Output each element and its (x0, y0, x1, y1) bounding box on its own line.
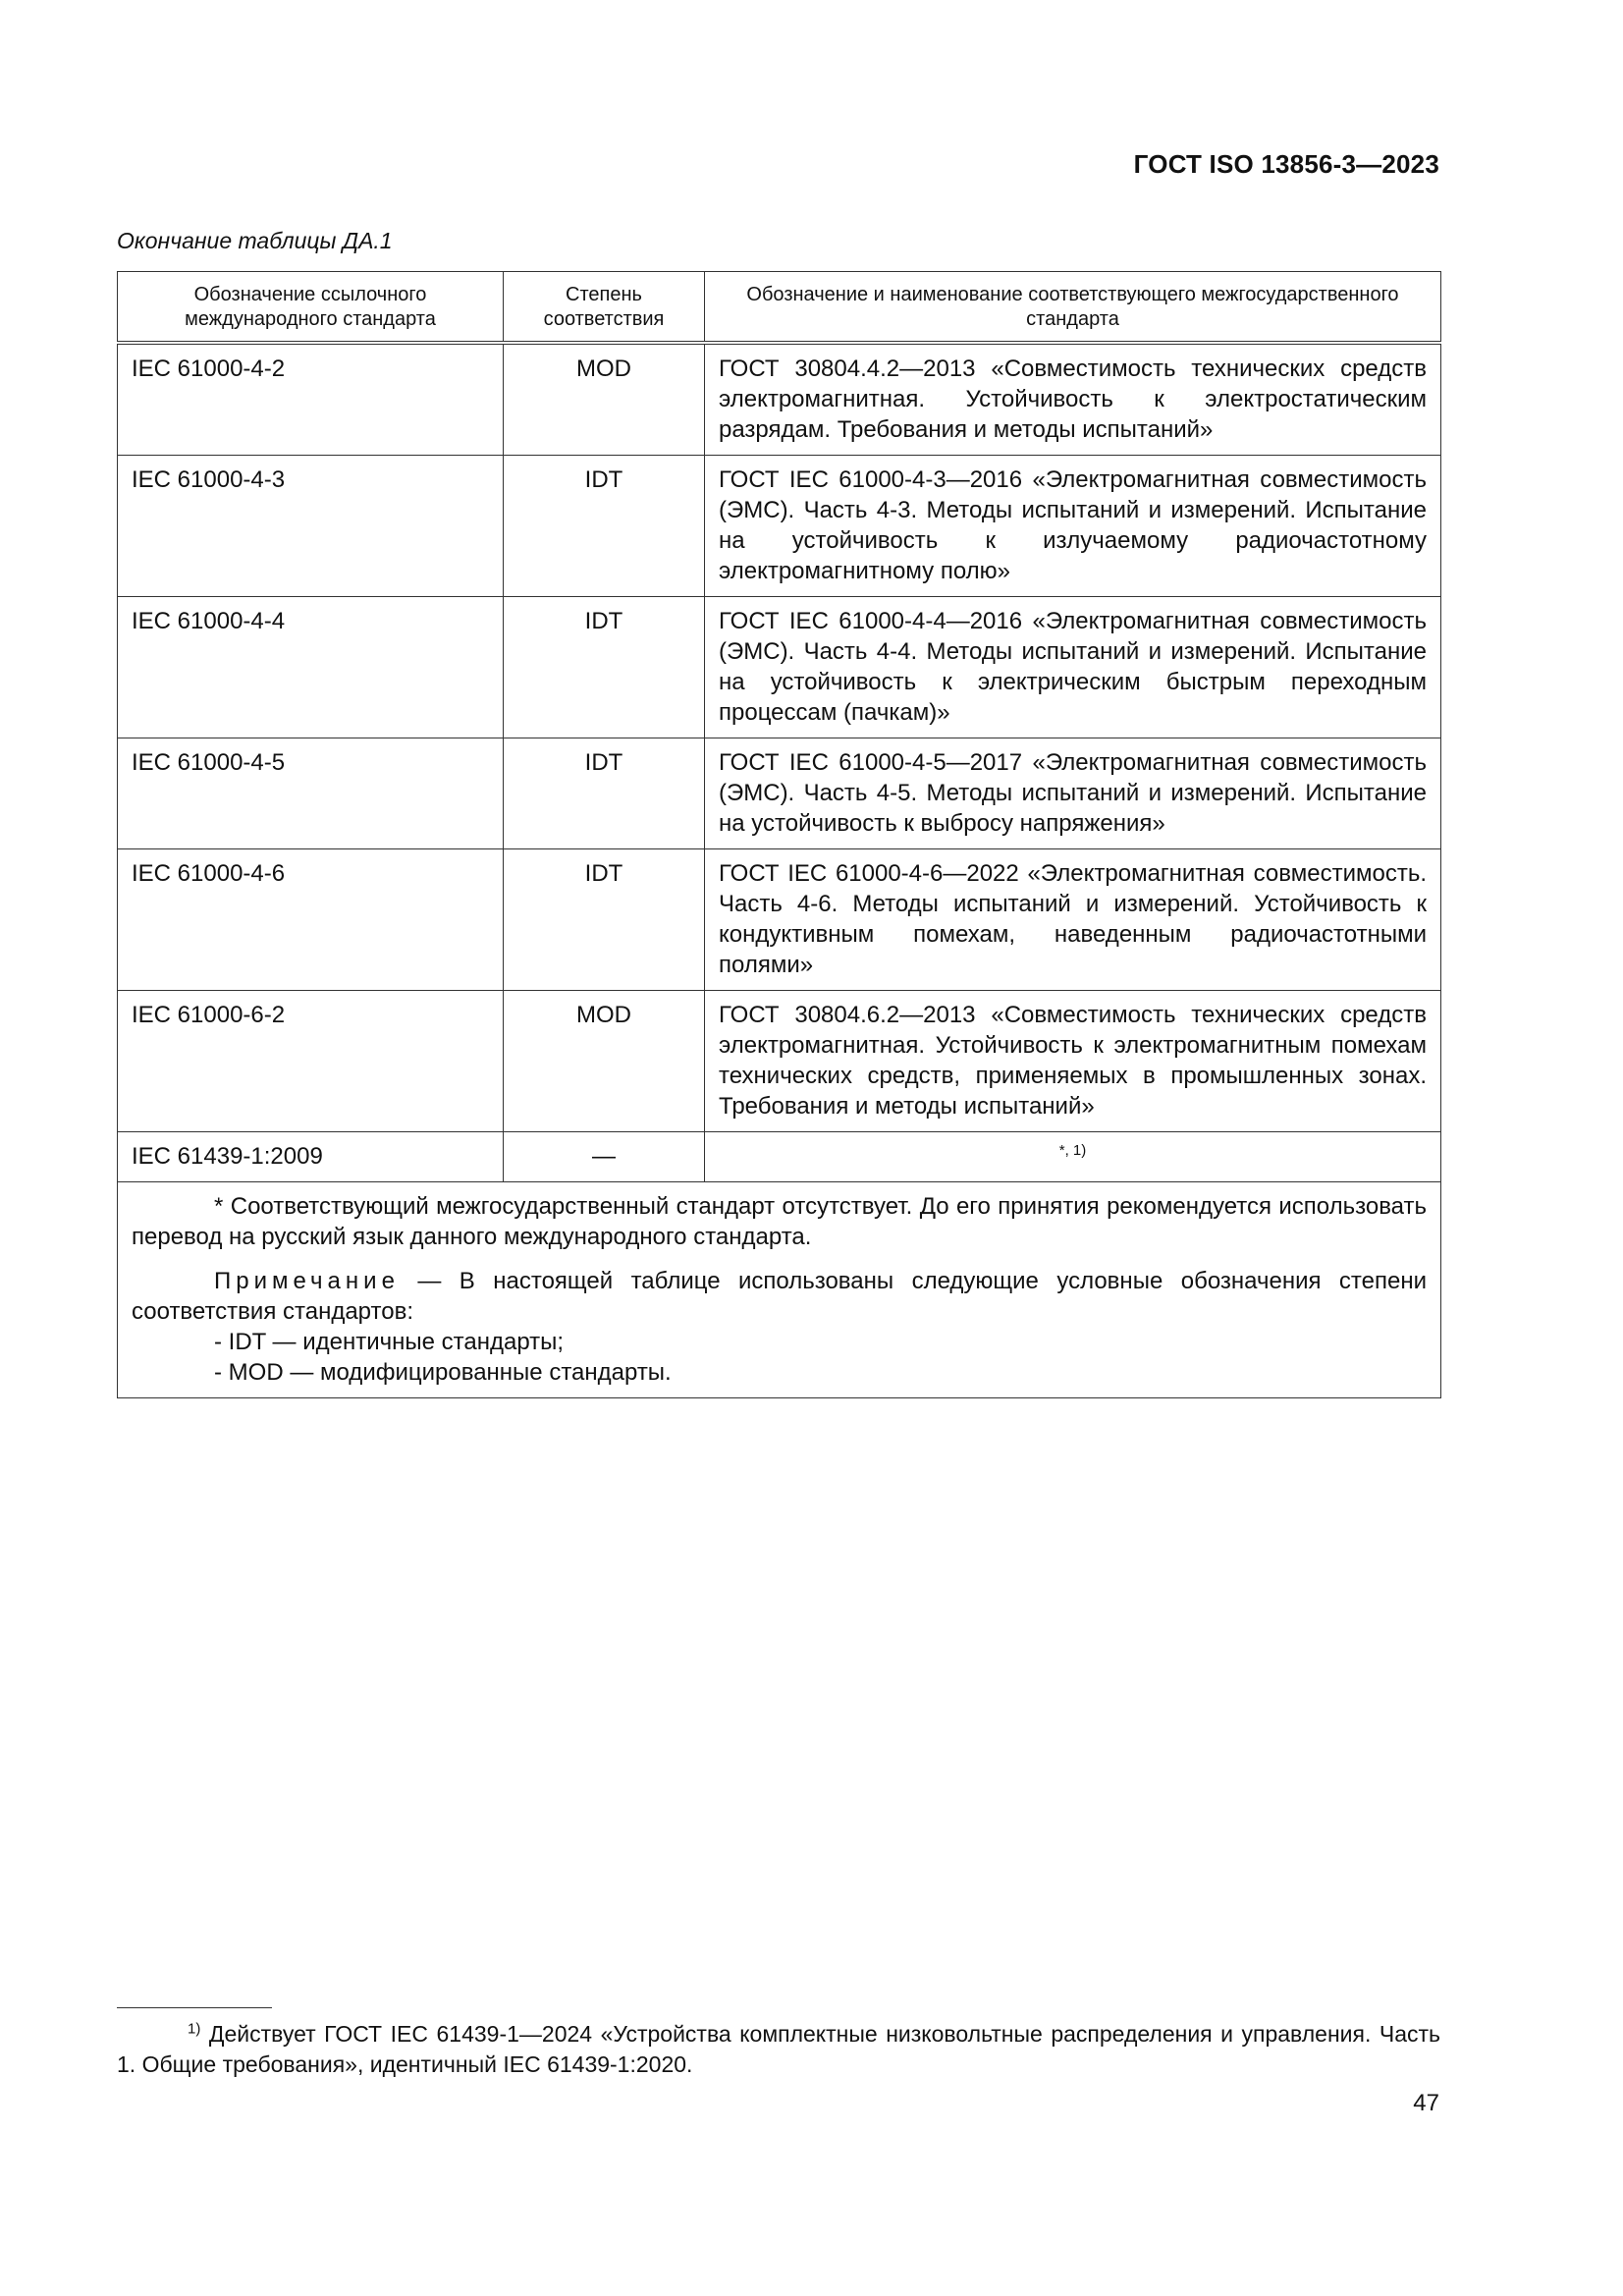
table-header-row (118, 272, 1441, 344)
cell-degree: MOD (504, 343, 705, 456)
footnote-divider (117, 2007, 272, 2008)
cell-name: ГОСТ IEC 61000-4-3—2016 «Электромагнитная совместимость (ЭМС). Часть 4-3. Методы испытаний и измерений. Испытание на устойчивость к излучаемому радиочастотному электромагнитному полю» (705, 456, 1441, 597)
cell-name: ГОСТ 30804.4.2—2013 «Совместимость технических средств электромагнитная. Устойчивость к электростатическим разрядам. Требования и методы испытаний» (705, 343, 1441, 456)
table-row (118, 1132, 1441, 1182)
cell-degree: IDT (504, 738, 705, 849)
cell-code: IEC 61000-4-4 (118, 597, 504, 738)
cell-degree: IDT (504, 456, 705, 597)
cell-code: IEC 61000-6-2 (118, 991, 504, 1132)
footnote-ref-marker: *, 1) (1058, 1142, 1087, 1159)
table-row (118, 456, 1441, 597)
table-notes (118, 1182, 1441, 1398)
note-label: Примечание (214, 1268, 400, 1294)
cell-code: IEC 61000-4-5 (118, 738, 504, 849)
header-ref-standard: Обозначение ссылочного международного стандарта (118, 272, 504, 344)
header-interstate-standard: Обозначение и наименование соответствующего межгосударственного стандарта (705, 272, 1441, 344)
cell-name: ГОСТ IEC 61000-4-4—2016 «Электромагнитная совместимость (ЭМС). Часть 4-4. Методы испытаний и измерений. Испытание на устойчивость к электрическим быстрым переходным процессам (пачкам)» (705, 597, 1441, 738)
cell-name (705, 1132, 1441, 1182)
table-row (118, 738, 1441, 849)
table-row (118, 991, 1441, 1132)
cell-code: IEC 61000-4-2 (118, 343, 504, 456)
page-number: 47 (1413, 2090, 1439, 2116)
document-code: ГОСТ ISO 13856-3—2023 (1133, 149, 1439, 179)
cell-code: IEC 61000-4-6 (118, 849, 504, 991)
footnote (117, 2019, 1440, 2080)
cell-name: ГОСТ 30804.6.2—2013 «Совместимость технических средств электромагнитная. Устойчивость к электромагнитным помехам технических средств, применяемых в промышленных зонах. Требования и методы испытаний» (705, 991, 1441, 1132)
cell-name: ГОСТ IEC 61000-4-5—2017 «Электромагнитная совместимость (ЭМС). Часть 4-5. Методы испытаний и измерений. Испытание на устойчивость к выбросу напряжения» (705, 738, 1441, 849)
standards-table (117, 271, 1441, 1398)
cell-code: IEC 61000-4-3 (118, 456, 504, 597)
header-degree: Степень соответствия (504, 272, 705, 344)
cell-code: IEC 61439-1:2009 (118, 1132, 504, 1182)
list-item: - MOD — модифицированные стандарты. (214, 1359, 672, 1386)
cell-name: ГОСТ IEC 61000-4-6—2022 «Электромагнитная совместимость. Часть 4-6. Методы испытаний и измерений. Устойчивость к кондуктивным помехам, наведенным радиочастотными полями» (705, 849, 1441, 991)
cell-degree: IDT (504, 597, 705, 738)
table-row (118, 849, 1441, 991)
note-paragraph (132, 1266, 1427, 1327)
note-text: — В настоящей таблице использованы следующие условные обозначения степени соответствия стандартов: (132, 1268, 1427, 1325)
cell-degree: — (504, 1132, 705, 1182)
footnote-text: Действует ГОСТ IEC 61439-1—2024 «Устройства комплектные низковольтные распределения и управления. Часть 1. Общие требования», идентичный IEC 61439-1:2020. (117, 2021, 1441, 2077)
notes-row (118, 1182, 1441, 1398)
list-item: - IDT — идентичные стандарты; (214, 1329, 565, 1355)
star-note: * Соответствующий межгосударственный стандарт отсутствует. До его принятия рекомендуется использовать перевод на русский язык данного международного стандарта. (132, 1193, 1427, 1250)
table-row (118, 343, 1441, 456)
table-row (118, 597, 1441, 738)
note-list (132, 1327, 1427, 1388)
cell-degree: MOD (504, 991, 705, 1132)
footnote-marker: 1) (188, 2020, 201, 2038)
table-caption: Окончание таблицы ДА.1 (117, 228, 393, 253)
cell-degree: IDT (504, 849, 705, 991)
